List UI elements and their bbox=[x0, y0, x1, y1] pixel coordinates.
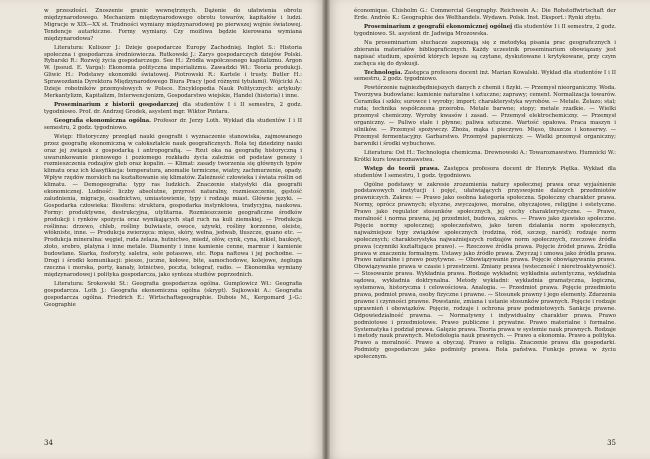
literature-label: Literatura: bbox=[364, 149, 394, 156]
section-proseminarium-historia bbox=[44, 102, 302, 116]
literature-paragraph bbox=[44, 45, 302, 100]
section-title: Technologia. bbox=[364, 69, 403, 76]
section-title: Proseminarium z historii gospodarczej bbox=[54, 101, 179, 108]
right-page bbox=[326, 0, 650, 459]
paragraph: Ogólne podstawy w zakresie zrozumienia natury społecznej prawa oraz wyjaśnienie podstawowych instytucji i pojęć, ułatwiających przyswojenie dalszych przedmiotów prawniczych. Zakres: — Prawo jako osobna kategoria społeczna. Społeczny charakter prawa. Normy, oprócz prawnych; etyczne, zwyczajowe, moralne, obyczajowe, religijne i estetyczne. Prawo jako regulator stosunków społecznych, jej cechy charakterystyczne. — Prawo, moralność i norma prawna, jej przedmiot, budowa, zakres. — Prawo jako zjawisko społeczne. Pojęcie normy społecznej; społeczeństwo, jako teren działania norm społecznych, najważniejsze typy związków społecznych (rodzina, ród, szczep, naród); rodzaje norm społecznych; charakterystyka najważniejszych rodzajów norm społecznych, rzeczowe źródła prawa (czynniki kształtujące prawo). — Rzeczowe źródła prawa. Pojęcie źródeł prawa. Źródła prawa w znaczeniu formalnym. Ustawy jako źródło prawa. Zwyczaj i umowa jako źródła prawa. Prawo naturalne i prawo pozytywne. — Obowiązywanie prawa. Pojęcie obowiązywania prawa. Obowiązywanie prawa w czasie i przestrzeni. Zmiany prawa (wsteczność i nieretroaktywność). — Stosowanie prawa. Wykładnia prawa. Rodzaje wykładni; wykładnia autentyczna, wykładnia sądowa, wykładnia doktrynalna. Metody wykładni: wykładnia gramatyczna, logiczna, systemowa, historyczna i celowościowa. Analogia. — Przedmiot prawa. Pojęcie przedmiotu prawa, podmiot prawa, osoby fizyczne i prawne. — Stosunek prawny i jego elementy. Zdarzenia prawne i czynności prawne. Powstanie, zmiana i ustanie stosunków prawnych. Pojęcie i rodzaje uprawnień i obowiązków. Pojęcie, rodzaje i ochrona praw podmiotowych. Sankcje prawne. Odpowiedzialność prawna. — Normatywny i indywidualny charakter prawa. Prawo podmiotowe i przedmiotowe. Prawo publiczne i prywatne. Prawo materialne i formalne. Systematyka i podział prawa. Gałęzie prawa. Teoria prawa w systemie nauk prawnych. Rodzaje i metody nauk prawnych. Metodologia nauk prawnych. — Prawo a ekonomia. Prawo a polityka. Prawo a moralność. Prawo a obyczaj. Prawo a religia. Znaczenie prawa dla gospodarki. Podmioty gospodarcze jako podmioty prawa. Rola państwa. Funkcje prawa w życiu społecznym. bbox=[354, 181, 616, 361]
literature-paragraph bbox=[44, 281, 302, 309]
section-teoria-prawa bbox=[354, 166, 616, 180]
literature-paragraph bbox=[354, 150, 616, 164]
literature-label: Literatura: bbox=[54, 280, 84, 287]
section-details: dla studentów I i II semestru, 2 godz. tygodniowo. St. asystent dr. Jadwiga Mrozowska. bbox=[354, 23, 616, 37]
section-details: Profesor dr. Jerzy Loth. Wykład dla studentów I i II semestru, 2 godz. tygodniowo. bbox=[44, 117, 302, 131]
paragraph: Powtórzenie najniezbędniejszych danych z chemii i fizyki. — Przemysł nieorganiczny. Woda. Tworzywa budowlane: kamienie naturalne i sztuczne; zaprawy; cement. Normalizacja towarów. Ceramika i szkło; surowce i wyroby; import; charakterystyka wyrobów. — Metale. Żelazo; stal; ruda; technika współczesna przerobu. Metale barwne; stopy; metale rzadkie. — Wielki przemysł chemiczny. Wyroby kwasów i zasad. — Przemysł elektrochemiczny. — Przemysł organiczny. — Paliwo stałe i płynne; paliwa sztuczne. Wartość opałowa. Praca maszyn i silników. — Przemysł spożywczy. Zboża, mąka i pieczywo. Mięso, tłuszcze i konserwy. — Przemysł fermentacyjny. Garbarstwo. Przemysł papierniczy. — Wielki przemysł organiczny; barwniki i środki wybuchowe. bbox=[354, 85, 616, 147]
section-details: dla studentów I i II semestru, 2 godz. tygodniowo. Prof. dr. Andrzej Grodek, asystent mgr. Wiktor Pintara. bbox=[44, 101, 303, 115]
page-number: 35 bbox=[607, 439, 616, 447]
right-text-column bbox=[354, 8, 616, 363]
section-title: Wstęp do teorii prawa. bbox=[364, 165, 440, 172]
section-geografia bbox=[44, 118, 302, 132]
left-text-column bbox=[44, 8, 302, 311]
paragraph: Wstęp: Historyczny przegląd nauki geografii i wyznaczenie stanowiska, zajmowanego przez geografię ekonomiczną w całokształcie nauk geograficznych. Rola tej dziedziny nauki oraz jej związek z gospodarką i antropografią. — Rzut oka na geografię historyczną i uwarunkowanie pionowego i poziomego rozkładu życia zależnie od podstaw genezy i rozmieszczenia rodzajów gleb oraz kopalin. — Klimat: zasady tworzenia się głównych typów klimatu oraz ich klasyfikacja: temperatura, anomalie termiczne, wiatry, zachmurzenie, opady. Wpływ rzędów morskich na kształtowanie się klimatów. Zależność człowieka i świata roślin od klimatu. — Demogeografia: typy ras ludzkich. Znaczenie statystyki dla geografii ekonomicznej. Ludność: liczby absolutne, przyrost naturalny, rozmieszczenie, gęstość zaludnienia, migracje, osadnictwo, umiastowienie, typy i rodzaje miast. Główne języki. — Gospodarka człowieka: Biosfera: struktura, gospodarka instynktowa, tradycyjna, naukowa. Formy: produktywne, destrukcyjna, utylitarna. Rozmieszczenie geograficzne środków produkcji i rynków spożycia oraz wynikających stąd ruch na kuli ziemskiej. — Produkcja roślinna: drzewo, chleb, rośliny bulwiaste, owoce, używki, rośliny korzenne, oleiste, włókniste, inne. — Produkcja zwierzęca: mięso, skóry, wełna, jedwab, tłuszcze, guano etc. — Produkcja mineralna: węgiel, ruda żelaza, hutnictwo, miedź, ołów, cynk, cyna, nikiel, bauksyt, złoto, srebro, platyna i inne metale. Diamenty i inne kamienie cenne, marmur i kamienie budowlane. Siarka, fosforyty, saletra, sole potasowe, etc. Ropa naftowa i jej pochodne. — Drogi i środki komunikacji: piesze, juczne, kołowe, bite, samochodowe, kolejowe, żegluga rzeczna i morska, porty, kanały, lotnictwo, poczta, telegraf, radio. — Ekonomika wymiany międzynarodowej i polityka gospodarcza, jako synteza studiów poprzednich. bbox=[44, 133, 302, 278]
section-details: Zastępca profesora docent dr Henryk Piętka. Wykład dla studentów I semestru, 1 godz. tygodniowo. bbox=[354, 165, 616, 179]
section-details: Zastępca profesora docent inż. Marian Kowalski. Wykład dla studentów I i II semestru, 2 godz. tygodniowo. bbox=[354, 69, 616, 83]
literature-text: Srokowski St.: Geografia gospodarcza ogólna. Gumplowicz Wł.: Geografia gospodarcza. Loth J.: Geografia ekonomiczna ogólna (skrypt). Sujkowski A.: Geografia gospodarcza ogólna. Friedrich E.: Wirtschaftsgeographie. Dubois M., Kergomard J.-G.: Geographie bbox=[44, 280, 302, 308]
page-number: 34 bbox=[44, 439, 53, 447]
section-technologia bbox=[354, 70, 616, 84]
paragraph: économique. Chisholm G.: Commercial Geography. Reichwein A.: Die Rohstoffwirtschaft der Erde. Andrée K.: Geographie des Welthandels. Wydawn. Polsk. Inst. Eksport.: Rynki zbytu. bbox=[354, 8, 616, 21]
section-title: Proseminarium z geografii ekonomicznej ogólnej bbox=[364, 23, 513, 30]
book-gutter bbox=[322, 0, 330, 459]
paragraph: w przeszłości. Znoszenie granic wewnętrznych. Dążenie do ułatwienia obrotu międzynarodowego. Mechanizm międzynarodowego obrotu towarów, kapitałów i ludzi. Migracje w XIX—XX st. Trudności wymiany międzynarodowej po pierwszej wojnie światowej. Tendencje autarkiczne. Formy wymiany. Czy możliwa będzie kierowana wymiana międzynarodowa? bbox=[44, 8, 302, 42]
literature-text: Ost H.: Technologia chemiczna. Drewnowski A.: Towaroznawstwo. Humnicki W.: Krótki kurs towaroznawstwa. bbox=[354, 149, 616, 163]
literature-label: Literatura: bbox=[54, 44, 84, 51]
literature-text: Kuliszer J.: Dzieje gospodarcze Europy Zachodniej. Inglot S.: Historia społeczna i gospodarcza średniowiecza. Rutkowski J.: Zarys gospodarczych dziejów Polski. Rybarski R.: Rozwój życia gospodarczego. See H.: Źródła współczesnego kapitalizmu. Argon W. (pseud. E. Varga): Ekonomia polityczna imperializmu. Zawadzki Wł.: Teoria produkcji. Gliwic H.: Podstawy ekonomiki światowej. Piotrowski R.: Kartele i trusty. Butler H.: Sprawozdania Dyrektora Międzynarodowego Biura Pracy (pod różnymi tytułami). Wójcicki A.: Dzieje robotników przemysłowych w Polsce. Encyklopedia Nauk Politycznych: artykuły: Merkantylizm, Kapitalizm, Interwencjonizm, Gospodarstwo wiejskie, Handel (historia) i inne. bbox=[44, 44, 302, 99]
section-proseminarium-geografia bbox=[354, 24, 616, 38]
paragraph: Na proseminarium słuchacze zapoznają się z metodyką pisania prac geograficznych i zbierania materiałów bibliograficznych. Każdy uczestnik proseminarium obowiązany jest napisać studium, spośród których lepsze są czytane, dyskutowane i krytykowane, przy czym zachęca się do dyskusji. bbox=[354, 39, 616, 67]
section-title: Geografia ekonomiczna ogólna. bbox=[54, 117, 152, 124]
